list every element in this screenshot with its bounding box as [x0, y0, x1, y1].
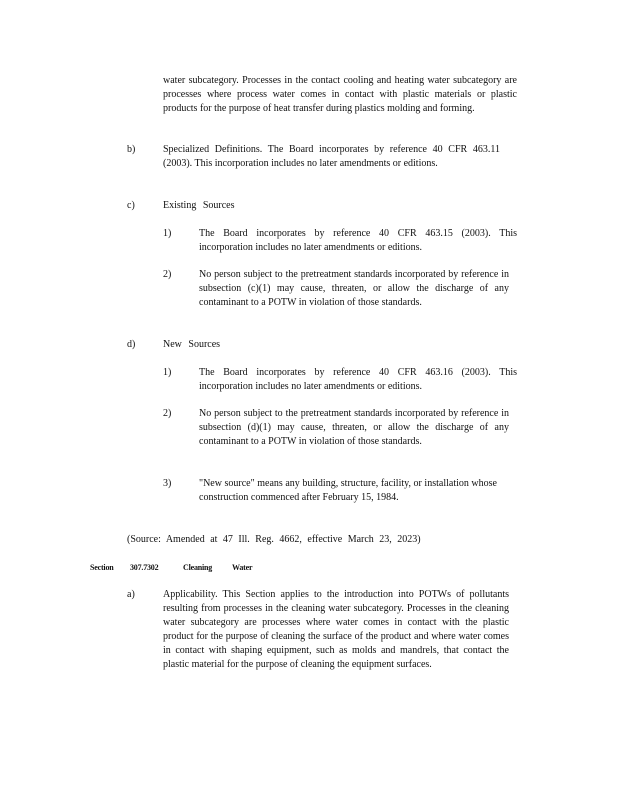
- subsection-a-text: Applicability. This Section applies to the introduction into POTWs of pollutants resulting from processes in the cleaning water subcategory. Processes in the cleaning water subcategory are processes where water comes in contact with the plastic product for the purpose of cleaning the surface of the product and where water comes in contact with shaping equipment, such as molds and mandrels, that contact the plastic material for the purpose of cleaning the equipment surfaces.: [163, 589, 509, 670]
- item-d2-text: No person subject to the pretreatment standards incorporated by reference in subsection (d)(1) may cause, threaten, or allow the discharge of any contaminant to a POTW in violation of those standards.: [199, 408, 509, 447]
- item-d1-text: The Board incorporates by reference 40 CFR 463.16 (2003). This incorporation includes no later amendments or editions.: [199, 367, 517, 392]
- subsection-b-text: Specialized Definitions. The Board incorporates by reference 40 CFR 463.11 (2003). This incorporation includes no later amendments or editions.: [163, 144, 500, 169]
- item-c2-text: No person subject to the pretreatment standards incorporated by reference in subsection (c)(1) may cause, threaten, or allow the discharge of any contaminant to a POTW in violation of those standards.: [199, 269, 509, 308]
- subsection-d-heading: New Sources: [163, 339, 221, 350]
- item-d2-label: 2): [163, 408, 172, 419]
- subsection-d-label: d): [127, 339, 136, 350]
- section-label: Section: [90, 563, 114, 572]
- source-note: (Source: Amended at 47 Ill. Reg. 4662, effective March 23, 2023): [127, 534, 421, 545]
- section-title-word-2: Water: [232, 563, 253, 572]
- intro-paragraph: water subcategory. Processes in the contact cooling and heating water subcategory are processes where process water comes in contact with plastic materials or plastic products for the purpose of heat transfer during plastics molding and forming.: [163, 75, 517, 114]
- item-c1-text: The Board incorporates by reference 40 CFR 463.15 (2003). This incorporation includes no later amendments or editions.: [199, 228, 517, 253]
- item-d3-label: 3): [163, 478, 172, 489]
- section-number: 307.7302: [130, 563, 159, 572]
- subsection-c-label: c): [127, 200, 135, 211]
- subsection-c-heading: Existing Sources: [163, 200, 235, 211]
- subsection-b-label: b): [127, 144, 136, 155]
- section-title-word-1: Cleaning: [183, 563, 213, 572]
- item-d3-text: "New source" means any building, structure, facility, or installation whose construction commenced after February 15, 1984.: [199, 478, 497, 503]
- item-c2-label: 2): [163, 269, 172, 280]
- subsection-a-label: a): [127, 589, 135, 600]
- item-c1-label: 1): [163, 228, 172, 239]
- item-d1-label: 1): [163, 367, 172, 378]
